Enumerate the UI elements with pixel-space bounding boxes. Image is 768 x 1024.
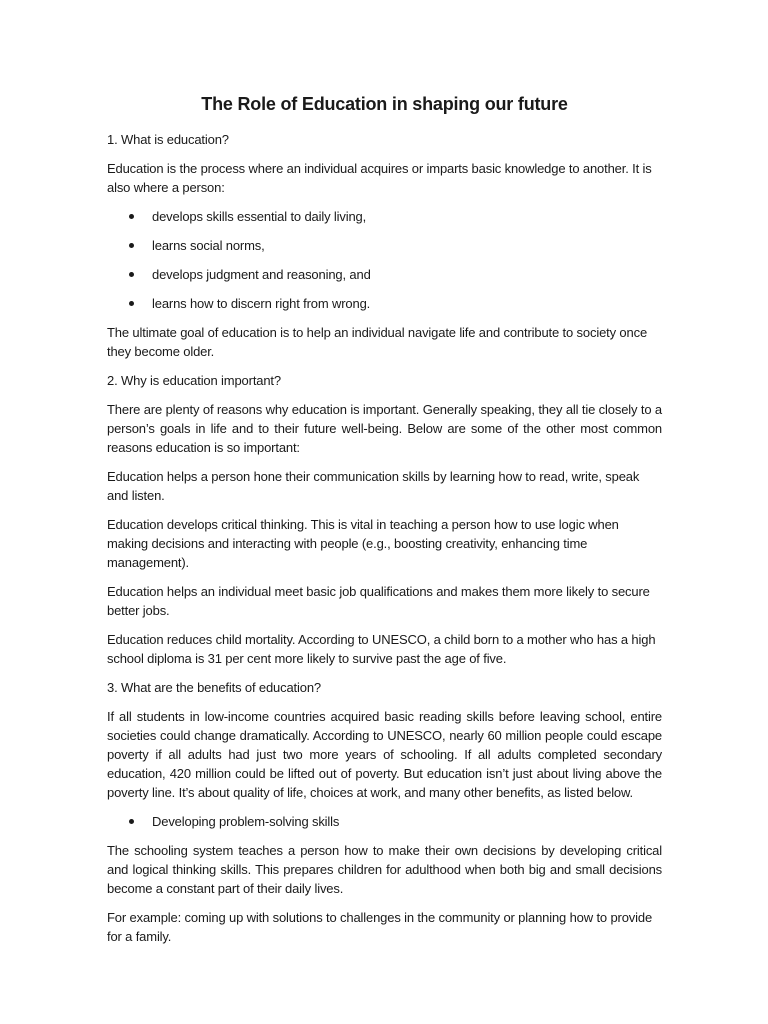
bullet-text: develops skills essential to daily living,: [152, 209, 367, 224]
paragraph-education-definition: Education is the process where an individual acquires or imparts basic knowledge to another. It is also where a person:: [107, 161, 652, 195]
paragraph-critical-thinking: Education develops critical thinking. This is vital in teaching a person how to use logic when making decisions and interacting with people (e.g., boosting creativity, enhancing time management).: [107, 517, 619, 570]
section-heading-what-is-education: 1. What is education?: [107, 132, 229, 147]
section-heading-benefits: 3. What are the benefits of education?: [107, 680, 321, 695]
bullet-text: develops judgment and reasoning, and: [152, 267, 371, 282]
paragraph-communication-skills: Education helps a person hone their communication skills by learning how to read, write, speak and listen.: [107, 469, 640, 503]
bullet-item: [107, 294, 662, 313]
paragraph-child-mortality: Education reduces child mortality. According to UNESCO, a child born to a mother who has a high school diploma is 31 per cent more likely to survive past the age of five.: [107, 632, 656, 666]
paragraph-schooling-system: The schooling system teaches a person how to make their own decisions by developing critical and logical thinking skills. This prepares children for adulthood when both big and small decisions become a constant part of their daily lives.: [107, 843, 662, 896]
paragraph-example: For example: coming up with solutions to challenges in the community or planning how to provide for a family.: [107, 910, 653, 944]
bullet-item: [107, 812, 662, 831]
bullet-list-person-develops: [107, 207, 662, 313]
paragraph-job-qualifications: Education helps an individual meet basic job qualifications and makes them more likely to secure better jobs.: [107, 584, 650, 618]
bullet-text: Developing problem-solving skills: [152, 814, 340, 829]
bullet-item: [107, 265, 662, 284]
bullet-text: learns social norms,: [152, 238, 265, 253]
document-title: The Role of Education in shaping our future: [201, 94, 568, 114]
bullet-icon: [129, 301, 134, 306]
bullet-item: [107, 207, 662, 226]
section-heading-why-important: 2. Why is education important?: [107, 373, 281, 388]
bullet-item: [107, 236, 662, 255]
bullet-icon: [129, 272, 134, 277]
bullet-icon: [129, 214, 134, 219]
bullet-list-benefits: [107, 812, 662, 831]
bullet-text: learns how to discern right from wrong.: [152, 296, 371, 311]
bullet-icon: [129, 243, 134, 248]
paragraph-ultimate-goal: The ultimate goal of education is to help an individual navigate life and contribute to society once they become older.: [107, 325, 648, 359]
paragraph-reasons-intro: There are plenty of reasons why education is important. Generally speaking, they all tie closely to a person’s goals in life and to their future well-being. Below are some of the other most common reasons education is so important:: [107, 402, 662, 455]
bullet-icon: [129, 819, 134, 824]
paragraph-benefits-intro: If all students in low-income countries acquired basic reading skills before leaving school, entire societies could change dramatically. According to UNESCO, nearly 60 million people could escape poverty if all adults had just two more years of schooling. If all adults completed secondary education, 420 million could be lifted out of poverty. But education isn’t just about living above the poverty line. It’s about quality of life, choices at work, and many other benefits, as listed below.: [107, 709, 662, 800]
